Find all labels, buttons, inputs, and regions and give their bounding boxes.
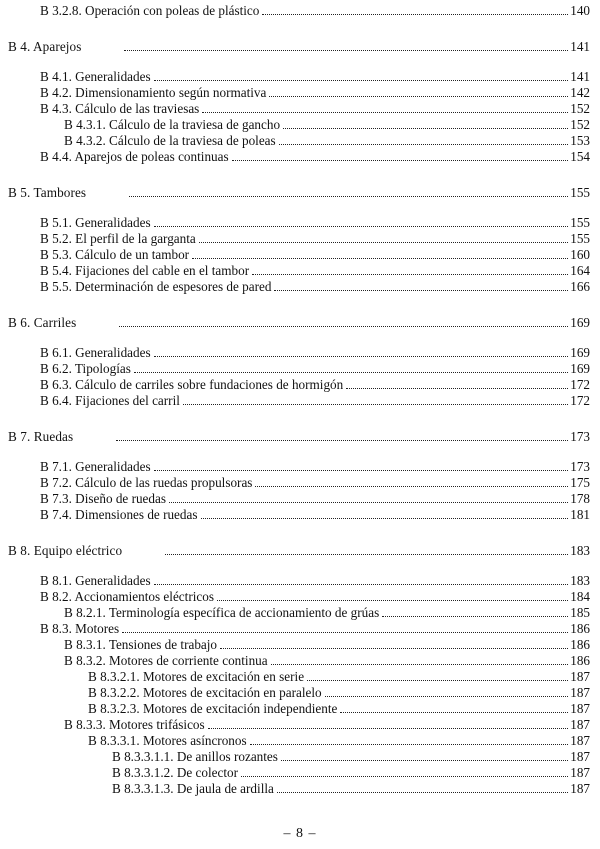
dot-leader xyxy=(340,711,568,713)
toc-chapter-entry xyxy=(8,314,590,330)
dot-leader xyxy=(220,647,568,649)
toc-entry-page: 181 xyxy=(570,507,590,522)
toc-entry-page: 141 xyxy=(570,69,590,84)
toc-entry-title: B 8.3. Motores xyxy=(40,621,120,636)
toc-entry xyxy=(40,458,590,474)
toc-entry-title: B 8.3.3.1.2. De colector xyxy=(112,765,238,780)
dot-leader xyxy=(241,775,568,777)
toc-entry-title: B 5.1. Generalidades xyxy=(40,215,151,230)
dot-leader xyxy=(271,663,569,665)
toc-entry-page: 183 xyxy=(570,573,590,588)
toc-entry-page: 187 xyxy=(570,781,590,796)
toc-entry-page: 172 xyxy=(570,393,590,408)
dot-leader xyxy=(281,759,568,761)
dot-leader xyxy=(307,679,568,681)
toc-entry-page: 187 xyxy=(570,669,590,684)
toc-entry xyxy=(64,716,590,732)
toc-entry xyxy=(112,780,590,796)
toc-entry xyxy=(88,700,590,716)
toc-entry-page: 186 xyxy=(570,621,590,636)
toc-entry-title: B 5. Tambores xyxy=(8,185,87,200)
toc-entry xyxy=(88,684,590,700)
toc-entry xyxy=(112,748,590,764)
toc-entry xyxy=(40,230,590,246)
dot-leader xyxy=(202,111,568,113)
dot-leader xyxy=(252,273,568,275)
dot-leader xyxy=(154,469,569,471)
dot-leader xyxy=(283,127,568,129)
toc-chapter-entry xyxy=(8,38,590,54)
toc-entry-title: B 7. Ruedas xyxy=(8,429,74,444)
toc-entry-title: B 4.3. Cálculo de las traviesas xyxy=(40,101,200,116)
toc-entry-title: B 7.2. Cálculo de las ruedas propulsoras xyxy=(40,475,253,490)
toc-entry-page: 186 xyxy=(570,653,590,668)
toc-entry-title: B 5.5. Determinación de espesores de pared xyxy=(40,279,272,294)
toc-entry xyxy=(64,652,590,668)
toc-entry xyxy=(40,474,590,490)
toc-entry-page: 152 xyxy=(570,101,590,116)
dot-leader xyxy=(134,371,568,373)
toc-entry-page: 187 xyxy=(570,685,590,700)
toc-entry-title: B 7.1. Generalidades xyxy=(40,459,151,474)
toc-entry xyxy=(88,732,590,748)
toc-entry-title: B 8.2.1. Terminología específica de accionamiento de grúas xyxy=(64,605,380,620)
toc-entry xyxy=(40,100,590,116)
dot-leader xyxy=(217,599,568,601)
dot-leader xyxy=(154,225,569,227)
toc-entry-title: B 4. Aparejos xyxy=(8,39,82,54)
toc-entry xyxy=(40,376,590,392)
toc-entry-title: B 8.3.3.1. Motores asíncronos xyxy=(88,733,247,748)
toc-entry-page: 142 xyxy=(570,85,590,100)
toc-entry xyxy=(40,148,590,164)
toc-entry-page: 169 xyxy=(570,315,590,330)
toc-chapter-entry xyxy=(8,428,590,444)
toc-entry-title: B 8.3.1. Tensiones de trabajo xyxy=(64,637,218,652)
toc-entry-page: 186 xyxy=(570,637,590,652)
toc-entry xyxy=(40,490,590,506)
toc-entry xyxy=(88,668,590,684)
dot-leader xyxy=(129,195,568,197)
toc-entry-title: B 3.2.8. Operación con poleas de plástico xyxy=(40,3,260,18)
dot-leader xyxy=(325,695,569,697)
dot-leader xyxy=(165,553,568,555)
dot-leader xyxy=(119,325,568,327)
toc-entry-title: B 8.3.3.1.3. De jaula de ardilla xyxy=(112,781,274,796)
toc-entry xyxy=(64,132,590,148)
toc-entry-title: B 5.4. Fijaciones del cable en el tambor xyxy=(40,263,250,278)
toc-entry-page: 141 xyxy=(570,39,590,54)
toc-entry-page: 160 xyxy=(570,247,590,262)
dot-leader xyxy=(346,387,568,389)
toc-entry-title: B 4.4. Aparejos de poleas continuas xyxy=(40,149,229,164)
dot-leader xyxy=(279,143,569,145)
toc-entry-page: 183 xyxy=(570,543,590,558)
dot-leader xyxy=(269,95,568,97)
toc-entry xyxy=(64,604,590,620)
toc-entry-title: B 8.3.3.1.1. De anillos rozantes xyxy=(112,749,278,764)
toc-entry-title: B 8.3.2. Motores de corriente continua xyxy=(64,653,268,668)
toc-entry-title: B 6.1. Generalidades xyxy=(40,345,151,360)
toc-entry-title: B 7.3. Diseño de ruedas xyxy=(40,491,166,506)
toc-entry-title: B 8.3.2.3. Motores de excitación independiente xyxy=(88,701,338,716)
toc-entry xyxy=(64,636,590,652)
dot-leader xyxy=(192,257,568,259)
toc-entry-title: B 4.3.1. Cálculo de la traviesa de gancho xyxy=(64,117,281,132)
toc-entry-page: 185 xyxy=(570,605,590,620)
toc-entry-page: 187 xyxy=(570,749,590,764)
toc-entry xyxy=(40,344,590,360)
dot-leader xyxy=(262,13,568,15)
dot-leader xyxy=(274,289,568,291)
toc-chapter-entry xyxy=(8,184,590,200)
toc-entry-page: 187 xyxy=(570,701,590,716)
toc-entry-title: B 5.2. El perfil de la garganta xyxy=(40,231,196,246)
toc-chapter-entry xyxy=(8,542,590,558)
dot-leader xyxy=(169,501,568,503)
dot-leader xyxy=(154,355,569,357)
toc-entry xyxy=(64,116,590,132)
toc-entry-title: B 4.2. Dimensionamiento según normativa xyxy=(40,85,267,100)
dot-leader xyxy=(208,727,569,729)
toc-entry xyxy=(40,68,590,84)
dot-leader xyxy=(183,403,568,405)
toc-entry-page: 173 xyxy=(570,459,590,474)
toc-entry xyxy=(40,246,590,262)
toc-entry-page: 155 xyxy=(570,185,590,200)
toc-entry-title: B 7.4. Dimensiones de ruedas xyxy=(40,507,198,522)
toc-entry xyxy=(40,392,590,408)
toc-entry xyxy=(40,214,590,230)
toc-entry-title: B 8.1. Generalidades xyxy=(40,573,151,588)
toc-entry-page: 154 xyxy=(570,149,590,164)
toc-entry-page: 152 xyxy=(570,117,590,132)
dot-leader xyxy=(199,241,568,243)
dot-leader xyxy=(124,49,568,51)
toc-entry-title: B 8. Equipo eléctrico xyxy=(8,543,123,558)
toc-entry-title: B 4.1. Generalidades xyxy=(40,69,151,84)
toc-entry-page: 153 xyxy=(570,133,590,148)
toc-entry-page: 166 xyxy=(570,279,590,294)
toc-entry-page: 173 xyxy=(570,429,590,444)
dot-leader xyxy=(201,517,569,519)
dot-leader xyxy=(122,631,568,633)
dot-leader xyxy=(382,615,568,617)
toc-entry-page: 178 xyxy=(570,491,590,506)
dot-leader xyxy=(255,485,568,487)
dot-leader xyxy=(116,439,568,441)
toc-entry-title: B 8.3.2.1. Motores de excitación en serie xyxy=(88,669,305,684)
toc-entry xyxy=(40,262,590,278)
toc-entry-page: 172 xyxy=(570,377,590,392)
toc-entry-page: 164 xyxy=(570,263,590,278)
toc-entry-page: 187 xyxy=(570,717,590,732)
toc-entry xyxy=(40,588,590,604)
page-number: – 8 – xyxy=(283,826,317,841)
toc-entry xyxy=(40,360,590,376)
dot-leader xyxy=(250,743,569,745)
toc-entry-title: B 4.3.2. Cálculo de la traviesa de poleas xyxy=(64,133,276,148)
toc-entry xyxy=(40,2,590,18)
toc-entry xyxy=(40,278,590,294)
toc-entry xyxy=(40,84,590,100)
toc-entry-page: 140 xyxy=(570,3,590,18)
toc-entry-title: B 6. Carriles xyxy=(8,315,77,330)
toc-entry-title: B 6.3. Cálculo de carriles sobre fundaciones de hormigón xyxy=(40,377,344,392)
toc-entry-title: B 8.3.2.2. Motores de excitación en paralelo xyxy=(88,685,322,700)
toc-entry-page: 187 xyxy=(570,765,590,780)
toc-entry-title: B 6.4. Fijaciones del carril xyxy=(40,393,180,408)
toc-entry-title: B 8.2. Accionamientos eléctricos xyxy=(40,589,214,604)
toc-entry-page: 155 xyxy=(570,231,590,246)
toc-entry xyxy=(112,764,590,780)
toc-entry-title: B 6.2. Tipologías xyxy=(40,361,131,376)
toc-entry-page: 169 xyxy=(570,345,590,360)
toc-entry-title: B 8.3.3. Motores trifásicos xyxy=(64,717,205,732)
dot-leader xyxy=(232,159,569,161)
dot-leader xyxy=(277,791,568,793)
toc-entry xyxy=(40,506,590,522)
toc-entry-page: 175 xyxy=(570,475,590,490)
toc-entry-page: 184 xyxy=(570,589,590,604)
dot-leader xyxy=(154,583,569,585)
toc-entry-title: B 5.3. Cálculo de un tambor xyxy=(40,247,190,262)
dot-leader xyxy=(154,79,569,81)
toc-entry-page: 187 xyxy=(570,733,590,748)
toc-entry-page: 155 xyxy=(570,215,590,230)
toc-entry xyxy=(40,572,590,588)
toc-entry xyxy=(40,620,590,636)
toc-entry-page: 169 xyxy=(570,361,590,376)
